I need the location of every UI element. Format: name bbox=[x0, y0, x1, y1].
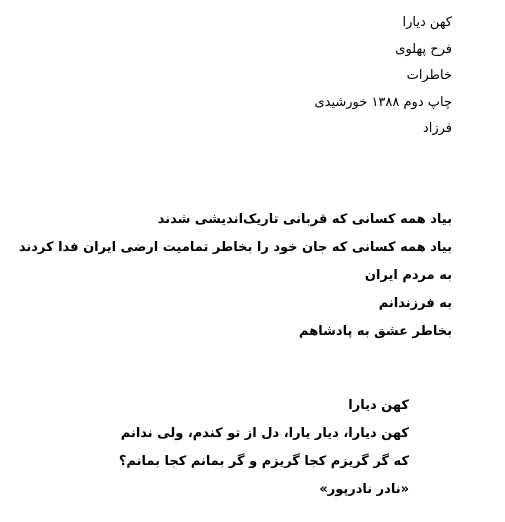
colophon-block bbox=[192, 10, 452, 143]
epigraph-poem bbox=[69, 392, 409, 504]
dedication-line: بیاد همه کسانی که قربانی تاریک‌اندیشی شدند bbox=[157, 212, 452, 227]
book-title: کهن دیارا bbox=[402, 15, 452, 30]
dedication-line: بیاد همه کسانی که جان خود را بخاطر تمامیت ارضی ایران فدا کردند bbox=[18, 240, 452, 255]
poem-line: که گر گریزم کجا گریزم و گر بمانم کجا بمانم؟ bbox=[118, 454, 409, 469]
dedication-line: به فرزندانم bbox=[378, 296, 452, 311]
edition-info: چاپ دوم ۱۳۸۸ خورشیدی bbox=[314, 94, 452, 110]
book-genre: خاطرات bbox=[406, 68, 452, 83]
poem-title: کهن دیارا bbox=[348, 398, 409, 413]
poem-attribution: «نادر نادرپور» bbox=[319, 482, 409, 497]
dedication-block bbox=[12, 206, 452, 346]
poem-line: کهن دیارا، دیار یارا، دل از تو کندم، ولی ندانم bbox=[120, 426, 409, 441]
dedication-line: بخاطر عشق به پادشاهم bbox=[299, 324, 452, 339]
dedication-line: به مردم ایران bbox=[364, 268, 452, 283]
book-author: فرح پهلوی bbox=[395, 41, 452, 57]
publisher: فرزاد bbox=[422, 121, 452, 136]
